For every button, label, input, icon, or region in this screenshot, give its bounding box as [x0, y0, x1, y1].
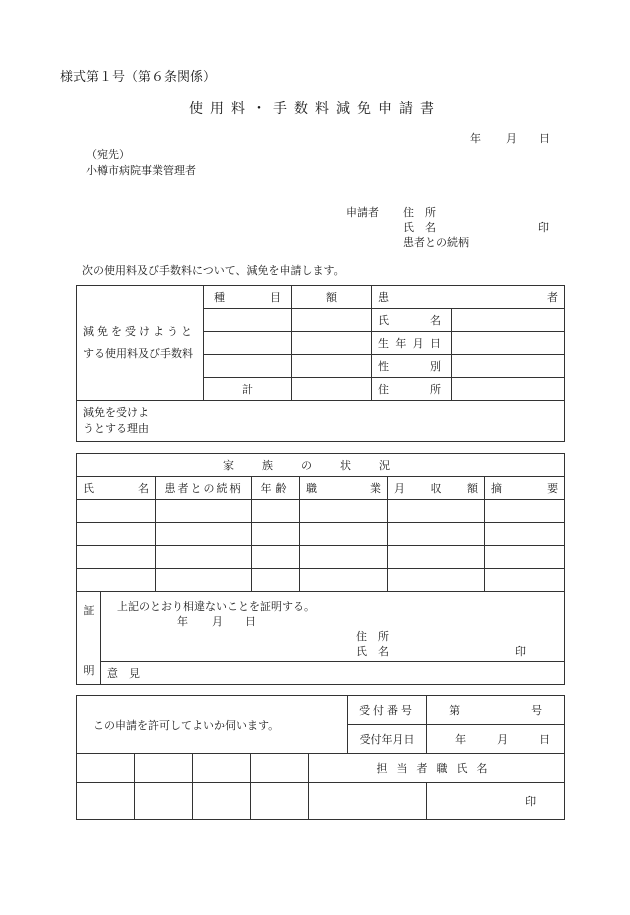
stamp-box[interactable] — [193, 783, 251, 820]
form-number: 様式第１号（第６条関係） — [60, 70, 217, 85]
fee-amount-cell[interactable] — [292, 355, 372, 378]
patient-name-cell[interactable] — [452, 309, 565, 332]
family-title: 家族の状況 — [77, 454, 565, 477]
applicant-seal: 印 — [538, 221, 549, 234]
fee-amount-cell[interactable] — [292, 309, 372, 332]
patient-birth-label: 生 年 月 日 — [372, 332, 452, 355]
opinion-row[interactable]: 意 見 — [101, 661, 565, 684]
applicant-label: 申請者 — [346, 206, 379, 219]
fees-row-label: 減免を受けようと する使用料及び手数料 — [77, 286, 204, 401]
stamp-box[interactable] — [135, 754, 193, 783]
col-family-income: 月 収 額 — [388, 477, 485, 500]
receipt-number-cell[interactable]: 第 号 — [427, 696, 565, 725]
receipt-date-cell[interactable]: 年 月 日 — [427, 725, 565, 754]
certification-label: 証 明 — [77, 592, 101, 685]
col-family-job: 職 業 — [300, 477, 388, 500]
staff-box[interactable] — [309, 783, 427, 820]
family-row — [77, 569, 565, 592]
fee-total-label: 計 — [204, 378, 292, 401]
stamp-box[interactable] — [251, 783, 309, 820]
reason-row[interactable]: 減免を受けよ うとする理由 — [77, 401, 565, 442]
patient-address-cell[interactable] — [452, 378, 565, 401]
page-title: 使用料・手数料減免申請書 — [189, 101, 441, 117]
col-patient-header: 患 者 — [372, 286, 565, 309]
office-table — [76, 695, 565, 820]
approval-text: この申請を許可してよいか伺います。 — [77, 696, 348, 754]
col-family-relation: 患者との続柄 — [156, 477, 252, 500]
intro-text: 次の使用料及び手数料について、減免を申請します。 — [82, 264, 345, 277]
col-family-age: 年齢 — [252, 477, 300, 500]
applicant-address-label: 住 所 — [403, 206, 436, 219]
family-row — [77, 500, 565, 523]
date-day: 日 — [539, 132, 550, 145]
stamp-box[interactable] — [135, 783, 193, 820]
fee-type-cell[interactable] — [204, 309, 292, 332]
receipt-number-label: 受付番号 — [348, 696, 427, 725]
family-table — [76, 453, 565, 685]
patient-name-label: 氏 名 — [372, 309, 452, 332]
fee-amount-cell[interactable] — [292, 332, 372, 355]
patient-sex-cell[interactable] — [452, 355, 565, 378]
family-row — [77, 546, 565, 569]
fee-type-cell[interactable] — [204, 332, 292, 355]
patient-sex-label: 性 別 — [372, 355, 452, 378]
family-row — [77, 523, 565, 546]
patient-birth-cell[interactable] — [452, 332, 565, 355]
staff-seal: 印 — [427, 783, 565, 820]
stamp-box[interactable] — [77, 783, 135, 820]
stamp-box[interactable] — [251, 754, 309, 783]
applicant-name-label: 氏 名 — [403, 221, 436, 234]
fee-type-cell[interactable] — [204, 355, 292, 378]
date-year: 年 — [470, 132, 481, 145]
col-family-note: 摘 要 — [485, 477, 565, 500]
addressee: 小樽市病院事業管理者 — [86, 164, 196, 177]
col-type-header: 種 目 — [204, 286, 292, 309]
fee-total-cell[interactable] — [292, 378, 372, 401]
fees-table — [76, 285, 565, 442]
staff-label: 担当者職氏名 — [309, 754, 565, 783]
stamp-box[interactable] — [193, 754, 251, 783]
relation-label: 患者との続柄 — [403, 236, 469, 249]
addressee-label: （宛先） — [86, 148, 130, 161]
col-family-name: 氏 名 — [77, 477, 156, 500]
stamp-box[interactable] — [77, 754, 135, 783]
receipt-date-label: 受付年月日 — [348, 725, 427, 754]
date-month: 月 — [506, 132, 517, 145]
certification-body: 上記のとおり相違ないことを証明する。 年 月 日 住 所 氏 名 印 — [101, 592, 565, 662]
patient-address-label: 住 所 — [372, 378, 452, 401]
col-amount-header: 額 — [292, 286, 372, 309]
